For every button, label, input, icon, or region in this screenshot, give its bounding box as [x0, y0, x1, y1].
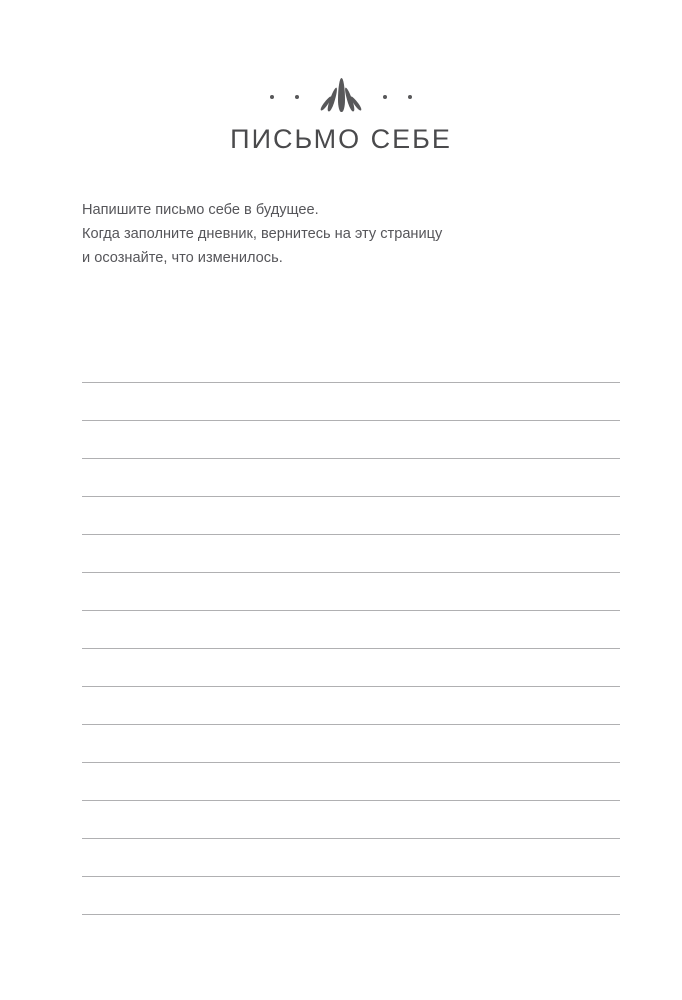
- leaf-icon: [318, 76, 364, 118]
- ornament-dot-right-outer: [408, 95, 412, 99]
- ornament-dot-left-outer: [270, 95, 274, 99]
- writing-line[interactable]: [82, 876, 620, 877]
- writing-line[interactable]: [82, 420, 620, 421]
- page-title: ПИСЬМО СЕБЕ: [230, 124, 452, 154]
- writing-line[interactable]: [82, 572, 620, 573]
- writing-line[interactable]: [82, 838, 620, 839]
- writing-line[interactable]: [82, 648, 620, 649]
- ornament-dot-right-inner: [383, 95, 387, 99]
- ornament-dot-left-inner: [295, 95, 299, 99]
- writing-line[interactable]: [82, 610, 620, 611]
- writing-line[interactable]: [82, 914, 620, 915]
- writing-line[interactable]: [82, 800, 620, 801]
- intro-line-3: и осознайте, что изменилось.: [82, 250, 283, 266]
- leaf-petal-center: [338, 78, 345, 112]
- writing-line[interactable]: [82, 762, 620, 763]
- writing-line[interactable]: [82, 724, 620, 725]
- intro-instructions: [82, 198, 602, 270]
- intro-line-1: Напишите письмо себе в будущее.: [82, 202, 319, 218]
- writing-line[interactable]: [82, 458, 620, 459]
- writing-line[interactable]: [82, 496, 620, 497]
- writing-line[interactable]: [82, 382, 620, 383]
- writing-lines-area[interactable]: [82, 382, 620, 915]
- writing-line[interactable]: [82, 686, 620, 687]
- leaf-ornament: [0, 76, 682, 118]
- writing-line[interactable]: [82, 534, 620, 535]
- intro-line-2: Когда заполните дневник, вернитесь на эту страницу: [82, 226, 443, 242]
